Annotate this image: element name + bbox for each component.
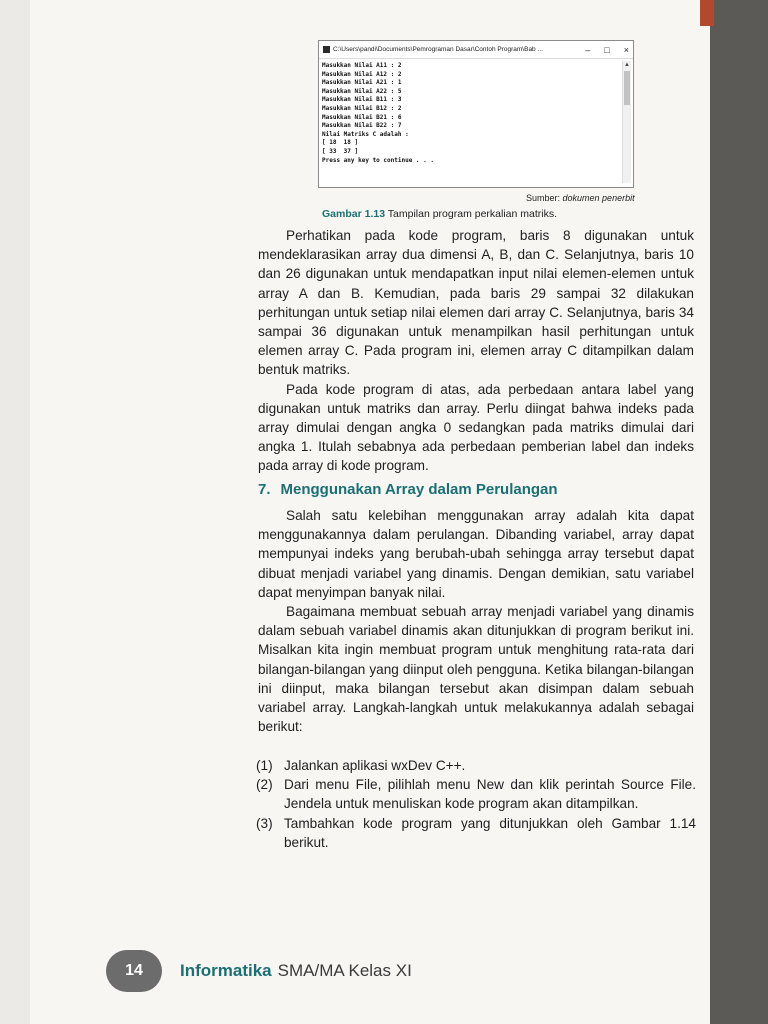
figure-number: Gambar 1.13 [322,208,386,220]
step-number: (2) [256,777,273,793]
console-scroll-thumb [624,71,630,105]
figure-caption [322,208,557,220]
console-line: [ 33 37 ] [322,147,359,155]
step-number: (1) [256,758,273,773]
console-titlebar [319,41,633,59]
step-text: Jalankan aplikasi wxDev C++. [284,758,466,773]
page-edge-shadow [710,0,768,1024]
page-footer [106,950,412,992]
console-line: Masukkan Nilai B12 : 2 [322,104,402,112]
console-line: Masukkan Nilai B11 : 3 [322,96,402,104]
section-number: 7. [258,481,271,498]
section-title: Menggunakan Array dalam Perulangan [280,481,558,498]
body-text-block-a [258,226,694,476]
console-line: [ 18 18 ] [322,139,359,147]
body-text-block-b [258,506,694,736]
maximize-icon: □ [604,44,610,55]
paragraph: Perhatikan pada kode program, baris 8 digunakan untuk mendeklarasikan array dua dimensi A, B, dan C. Selanjutnya, baris 10 dan 26 digunakan untuk mendapatkan input nilai elemen-elemen untuk array A dan B. Kemudian, pada baris 29 sampai 32 dilakukan perhitungan untuk setiap nilai elemen dari array C. Selanjutnya, baris 34 sampai 36 digunakan untuk menampilkan hasil perhitungan untuk elemen array C. Pada program ini, elemen array C ditampilkan dalam bentuk matriks. [258,228,694,378]
console-line: Masukkan Nilai A11 : 2 [322,62,402,69]
console-app-icon [323,46,330,53]
minimize-icon: – [585,44,591,55]
paragraph: Bagaimana membuat sebuah array menjadi variabel yang dinamis dalam sebuah variabel dinamis akan ditunjukkan di program berikut ini. Misalkan kita ingin membuat program untuk menghitung rata-rata dari bilangan-bilangan yang diinput oleh pengguna. Ketika bilangan-bilangan ini diinput, maka bilangan tersebut akan disimpan dalam sebuah variabel array. Langkah-langkah untuk melakukannya adalah sebagai berikut: [258,604,694,735]
console-line: Masukkan Nilai B22 : 7 [322,122,402,130]
list-item [256,775,696,813]
step-text: Tambahkan kode program yang ditunjukkan oleh Gambar 1.14 berikut. [284,815,696,850]
step-text: Dari menu File, pilihlah menu New dan klik perintah Source File. Jendela untuk menuliskan kode program akan ditampilkan. [284,777,696,812]
list-item [256,814,696,852]
paragraph: Salah satu kelebihan menggunakan array adalah kita dapat menggunakannya dalam perulangan. Dibanding variabel, array dapat mempunyai indeks yang berubah-ubah sehingga array tersebut dapat dibuat menjadi variabel yang dinamis. Dengan demikian, satu variabel dapat menyimpan banyak nilai. [258,508,694,600]
source-text: dokumen penerbit [562,193,635,203]
book-title: Informatika [180,961,272,980]
page-corner-marker [700,0,714,26]
paragraph: Pada kode program di atas, ada perbedaan antara label yang digunakan untuk matriks dan array. Perlu diingat bahwa indeks pada array dimulai dengan angka 0 sedangkan pada matriks dimulai dari angka 1. Itulah sebabnya ada perbedaan pemberian label dan indeks pada array di kode program. [258,381,694,474]
book-subtitle: SMA/MA Kelas XI [277,961,412,980]
console-output [322,62,619,185]
source-label: Sumber: [526,193,561,203]
console-line: Masukkan Nilai B21 : 6 [322,113,402,121]
console-line: Press any key to continue . . . [322,156,434,164]
scroll-up-icon: ▲ [624,62,630,68]
console-line: Masukkan Nilai A12 : 2 [322,70,402,78]
figure-source [526,193,635,203]
section-heading [258,481,558,498]
console-line: Masukkan Nilai A22 : 5 [322,87,402,95]
step-number: (3) [256,815,273,831]
page-number-badge: 14 [106,950,162,992]
console-window-screenshot [318,40,634,188]
console-line: Nilai Matriks C adalah : [322,130,409,138]
console-scrollbar [622,61,631,183]
steps-list [256,756,696,852]
close-icon: × [623,44,629,55]
console-title-path: C:\Users\pandi\Documents\Pemrograman Dasar\Contoh Program\Bab ... [333,46,543,53]
figure-caption-text: Tampilan program perkalian matriks. [387,208,558,220]
console-line: Masukkan Nilai A21 : 1 [322,79,402,87]
list-item [256,756,696,775]
